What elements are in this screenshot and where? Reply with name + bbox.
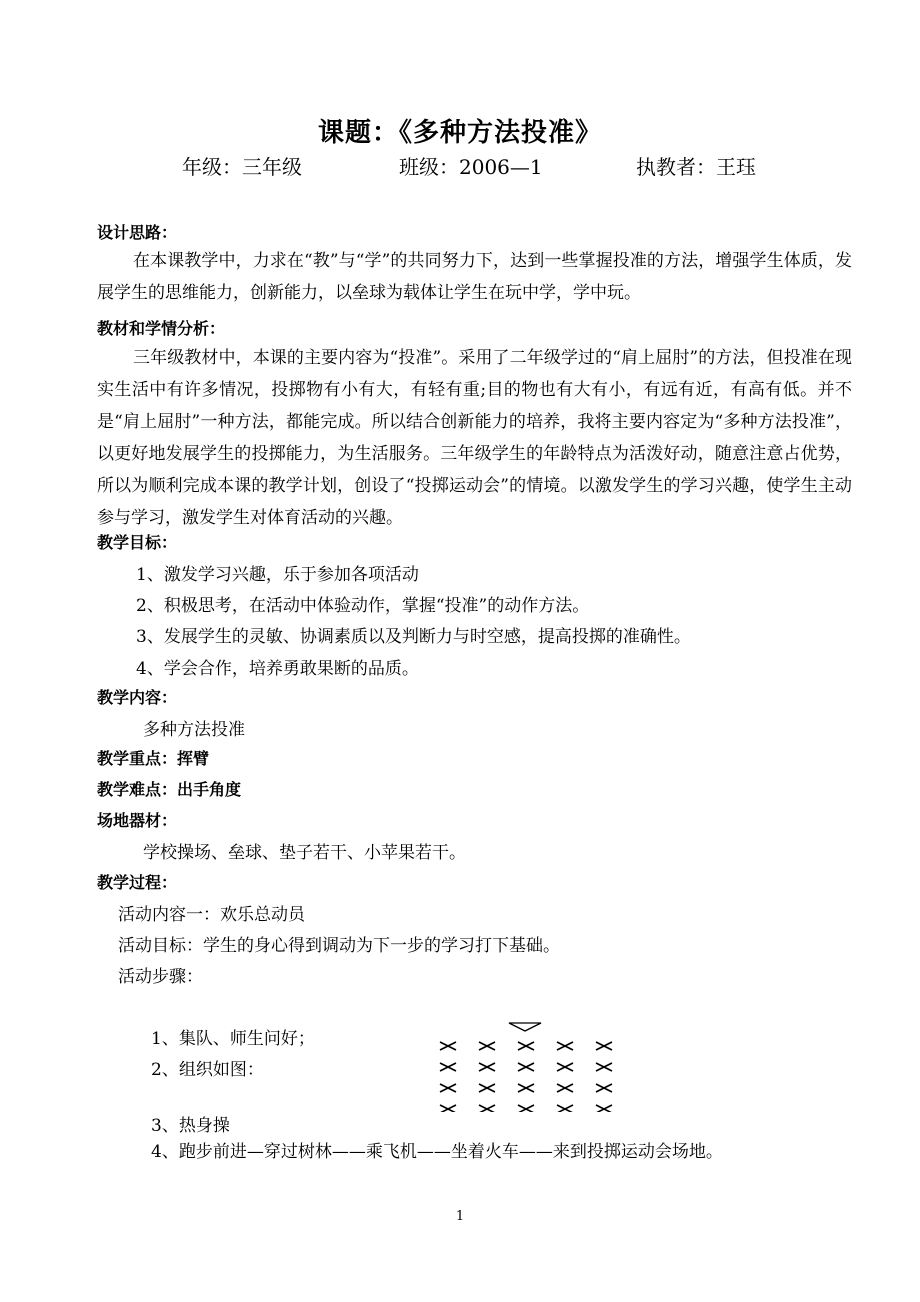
student-cross-icon	[596, 1105, 612, 1112]
student-cross-icon	[440, 1063, 456, 1071]
page-title: 课题：《多种方法投准》	[317, 118, 602, 148]
design-text: 在本课教学中，力求在“教”与“学”的共同努力下，达到一些掌握投准的方法，增强学生体质，发展学生的思维能力，创新能力，以垒球为载体让学生在玩中学，学中玩。	[97, 251, 852, 303]
student-cross-icon	[557, 1105, 573, 1112]
step-item: 1、集队、师生问好；	[151, 1029, 315, 1049]
student-cross-icon	[518, 1105, 534, 1112]
process-heading: 教学过程：	[97, 873, 178, 892]
analysis-text: 三年级教材中，本课的主要内容为“投准”。采用了二年级学过的“肩上屈肘”的方法，但投准在现实生活中有许多情况，投掷物有小有大，有轻有重;目的物也有大有小，有远有近，有高有低。并不是“肩上屈肘”一种方法，都能完成。所以结合创新能力的培养，我将主要内容定为“多种方法投准”，以更好地发展学生的投掷能力，为生活服务。三年级学生的年龄特点为活泼好动，随意注意占优势，所以为顺利完成本课的教学计划，创设了“投掷运动会”的情境。以激发学生的学习兴趣，使学生主动参与学习，激发学生对体育活动的兴趣。	[97, 348, 852, 528]
student-cross-icon	[596, 1084, 612, 1092]
activity-steps: 活动步骤：	[118, 967, 203, 987]
student-cross-icon	[557, 1063, 573, 1071]
student-cross-icon	[557, 1042, 573, 1050]
difficulty: 教学难点：出手角度	[97, 780, 242, 799]
equipment-heading: 场地器材：	[97, 811, 178, 830]
activity-goal: 活动目标：学生的身心得到调动为下一步的学习打下基础。	[118, 936, 560, 956]
student-cross-icon	[596, 1063, 612, 1071]
student-cross-icon	[440, 1042, 456, 1050]
equipment-text: 学校操场、垒球、垫子若干、小苹果若干。	[143, 843, 466, 863]
teacher-label: 执教者：王珏	[636, 155, 756, 179]
student-cross-icon	[440, 1084, 456, 1092]
page-number: 1	[455, 1209, 465, 1224]
teacher-triangle-icon	[509, 1023, 541, 1031]
step-item: 4、跑步前进—穿过树林——乘飞机——坐着火车——来到投掷运动会场地。	[151, 1142, 723, 1162]
goals-heading: 教学目标：	[97, 533, 178, 552]
student-cross-icon	[518, 1084, 534, 1092]
goal-item: 1、激发学习兴趣，乐于参加各项活动	[136, 565, 419, 585]
step-item: 2、组织如图：	[151, 1060, 264, 1080]
student-cross-icon	[440, 1105, 456, 1112]
student-cross-icon	[479, 1105, 495, 1112]
student-cross-icon	[479, 1063, 495, 1071]
grade-label: 年级：三年级	[182, 155, 302, 179]
goal-item: 4、学会合作，培养勇敢果断的品质。	[136, 659, 419, 679]
goal-item: 2、积极思考，在活动中体验动作，掌握“投准”的动作方法。	[136, 596, 590, 616]
formation-diagram	[436, 1020, 621, 1112]
content-heading: 教学内容：	[97, 688, 178, 707]
student-cross-icon	[479, 1084, 495, 1092]
activity-content: 活动内容一：欢乐总动员	[118, 905, 305, 925]
step-item: 3、热身操	[151, 1116, 230, 1136]
class-label: 班级：2006—1	[399, 155, 543, 179]
student-cross-icon	[596, 1042, 612, 1050]
design-heading: 设计思路：	[97, 223, 178, 242]
analysis-heading: 教材和学情分析：	[97, 319, 226, 338]
student-cross-icon	[557, 1084, 573, 1092]
student-cross-icon	[518, 1042, 534, 1050]
student-cross-icon	[479, 1042, 495, 1050]
content-text: 多种方法投准	[143, 720, 245, 740]
goal-item: 3、发展学生的灵敏、协调素质以及判断力与时空感，提高投掷的准确性。	[136, 627, 691, 647]
key-point: 教学重点：挥臂	[97, 749, 210, 768]
student-cross-icon	[518, 1063, 534, 1071]
